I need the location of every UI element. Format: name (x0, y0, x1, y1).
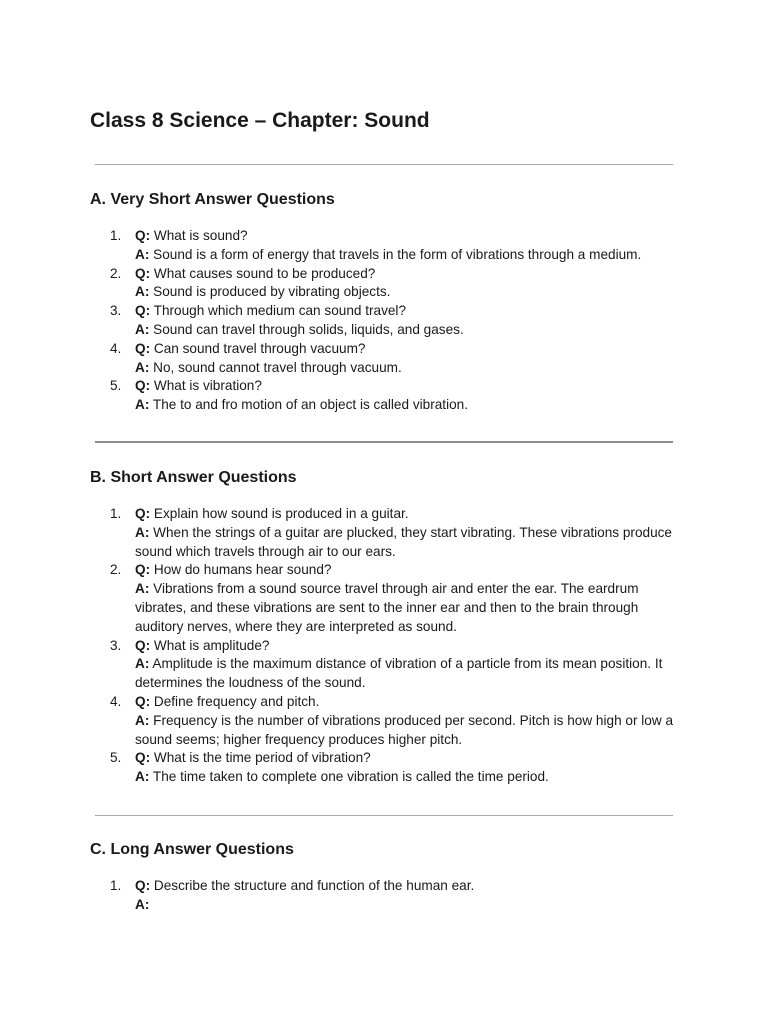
question-text: What causes sound to be produced? (153, 265, 376, 281)
answer-label: A: (135, 896, 150, 912)
question-item (110, 377, 675, 415)
question-item (110, 340, 675, 378)
item-number: 1. (110, 228, 122, 243)
item-number: 4. (110, 340, 122, 356)
question-text: How do humans hear sound? (153, 562, 332, 578)
item-number: 3. (110, 637, 122, 653)
answer-text: The time taken to complete one vibration is called the time period. (152, 769, 549, 785)
question-list-c (110, 877, 675, 915)
question-label: Q: (135, 506, 151, 521)
question-label: Q: (135, 228, 151, 243)
question-label: Q: (135, 378, 151, 394)
answer-label: A: (135, 656, 150, 672)
question-item (110, 877, 675, 915)
question-item (110, 749, 675, 787)
answer-text: When the strings of a guitar are plucked, they start vibrating. These vibrations produce sound which travels through air to our ears. (135, 524, 672, 559)
question-text: What is vibration? (153, 378, 262, 394)
question-text: Describe the structure and function of the human ear. (153, 878, 475, 893)
question-text: Can sound travel through vacuum? (153, 340, 366, 356)
question-text: What is amplitude? (153, 637, 270, 653)
page-title: Class 8 Science – Chapter: Sound (90, 109, 430, 132)
answer-label: A: (135, 581, 150, 597)
question-label: Q: (135, 878, 151, 893)
divider (95, 441, 673, 443)
answer-text: Amplitude is the maximum distance of vibration of a particle from its mean position. It determines the loudness of the sound. (135, 656, 663, 691)
question-item (110, 637, 675, 693)
question-item (110, 302, 675, 340)
question-text: Define frequency and pitch. (153, 693, 320, 709)
question-item (110, 505, 675, 561)
answer-label: A: (135, 246, 150, 262)
section-heading-b: B. Short Answer Questions (90, 469, 297, 486)
answer-text: Sound is produced by vibrating objects. (153, 284, 391, 300)
question-item (110, 265, 675, 303)
question-list-b (110, 505, 675, 787)
item-number: 3. (110, 303, 122, 319)
answer-label: A: (135, 769, 150, 785)
question-list-a (110, 227, 675, 415)
item-number: 4. (110, 693, 122, 709)
answer-text: The to and fro motion of an object is called vibration. (152, 397, 468, 413)
answer-label: A: (135, 712, 150, 728)
question-item (110, 561, 675, 636)
answer-label: A: (135, 321, 150, 337)
divider (95, 815, 673, 816)
answer-text: Frequency is the number of vibrations produced per second. Pitch is how high or low a sound seems; higher frequency produces higher pitch. (135, 712, 674, 747)
question-text: What is the time period of vibration? (153, 750, 371, 766)
answer-label: A: (135, 397, 150, 413)
item-number: 2. (110, 265, 122, 281)
answer-label: A: (135, 284, 150, 300)
answer-text: Vibrations from a sound source travel through air and enter the ear. The eardrum vibrates, and these vibrations are sent to the inner ear and then to the brain through auditory nerves, where they are interpreted as sound. (135, 581, 639, 634)
item-number: 5. (110, 378, 122, 394)
divider (95, 164, 673, 165)
question-text: Explain how sound is produced in a guitar. (153, 506, 409, 521)
item-number: 5. (110, 750, 122, 766)
question-text: What is sound? (153, 228, 248, 243)
answer-text: Sound can travel through solids, liquids, and gases. (153, 321, 464, 337)
item-number: 1. (110, 506, 122, 521)
answer-label: A: (135, 524, 150, 540)
question-label: Q: (135, 562, 151, 578)
section-heading-a: A. Very Short Answer Questions (90, 191, 335, 208)
question-label: Q: (135, 340, 151, 356)
question-label: Q: (135, 265, 151, 281)
item-number: 1. (110, 878, 122, 893)
question-label: Q: (135, 750, 151, 766)
question-label: Q: (135, 693, 151, 709)
question-label: Q: (135, 637, 151, 653)
question-item (110, 693, 675, 749)
section-heading-c: C. Long Answer Questions (90, 841, 294, 858)
item-number: 2. (110, 562, 122, 578)
answer-label: A: (135, 359, 150, 375)
question-label: Q: (135, 303, 151, 319)
answer-text: No, sound cannot travel through vacuum. (153, 359, 402, 375)
question-text: Through which medium can sound travel? (153, 303, 407, 319)
answer-text: Sound is a form of energy that travels in the form of vibrations through a medium. (153, 246, 642, 262)
question-item (110, 227, 675, 265)
